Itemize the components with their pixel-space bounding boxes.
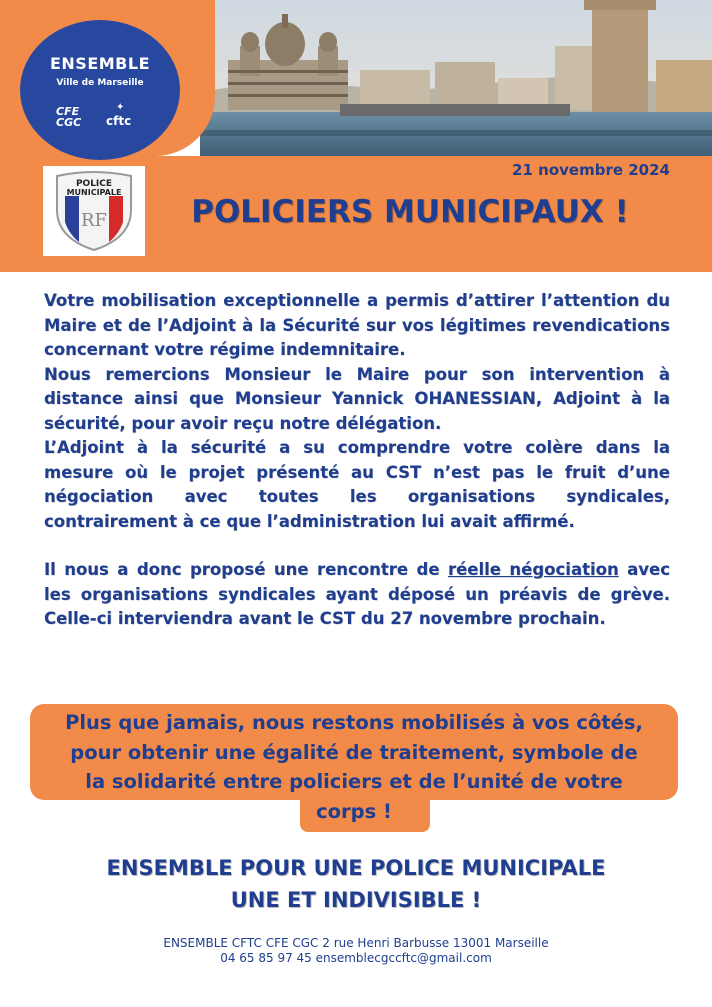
badge-text-line2: MUNICIPALE (66, 188, 122, 197)
cgc-text: CGC (56, 116, 82, 129)
logo-circle (20, 20, 180, 160)
callout-box (30, 704, 678, 832)
badge-monogram: RF (80, 210, 108, 231)
dove-icon: ✦ (116, 102, 125, 113)
cfe-text: CFE (56, 105, 80, 118)
logo-city: Ville de Marseille (56, 78, 144, 88)
ensemble-logo (20, 20, 200, 180)
slogan (30, 852, 682, 916)
logo-brand: ENSEMBLE (49, 54, 150, 73)
badge-text-line1: POLICE (75, 179, 113, 189)
footer-contact: 04 65 85 97 45 ensemblecgccftc@gmail.com (220, 951, 492, 965)
paragraph-3: L’Adjoint à la sécurité a su comprendre votre colère dans la mesure où le projet présenté au CST n’est pas le fruit d’une négociation avec toutes les organisations syndicales, contrairement à ce que l’administration lui avait affirmé. (44, 438, 670, 531)
date: 21 novembre 2024 (512, 161, 670, 179)
slogan-line-1: ENSEMBLE POUR UNE POLICE MUNICIPALE (106, 856, 606, 880)
cfe-cgc-logo (56, 106, 81, 128)
footer (30, 936, 682, 966)
slogan-line-2: UNE ET INDIVISIBLE ! (230, 888, 482, 912)
underlined-text: réelle négociation (447, 560, 619, 579)
police-badge (43, 166, 145, 256)
callout-line-2: pour obtenir une égalité de traitement, symbole de (70, 740, 638, 764)
body-text (44, 289, 670, 632)
footer-address: ENSEMBLE CFTC CFE CGC 2 rue Henri Barbusse 13001 Marseille (163, 936, 549, 950)
paragraph-2: Nous remercions Monsieur le Maire pour son intervention à distance ainsi que Monsieur Yannick OHANESSIAN, Adjoint à la sécurité, pour avoir reçu notre délégation. (44, 364, 670, 433)
callout-line-3: la solidarité entre policiers et de l’unité de votre (85, 770, 623, 793)
marseille-photo (200, 0, 712, 156)
paragraph-1: Votre mobilisation exceptionnelle a permis d’attirer l’attention du Maire et de l’Adjoint à la Sécurité sur vos légitimes revendications concernant votre régime indemnitaire. (44, 291, 670, 359)
callout-line-1: Plus que jamais, nous restons mobilisés à vos côtés, (65, 711, 643, 734)
cftc-logo: cftc (106, 114, 132, 128)
page-title: POLICIERS MUNICIPAUX ! (191, 194, 629, 230)
paragraph-4: Il nous a donc proposé une rencontre de réelle négociation avec les organisations syndicales ayant déposé un préavis de grève. Celle-ci interviendra avant le CST du 27 novembre prochain. (44, 560, 670, 628)
callout-line-4: corps ! (316, 799, 392, 823)
